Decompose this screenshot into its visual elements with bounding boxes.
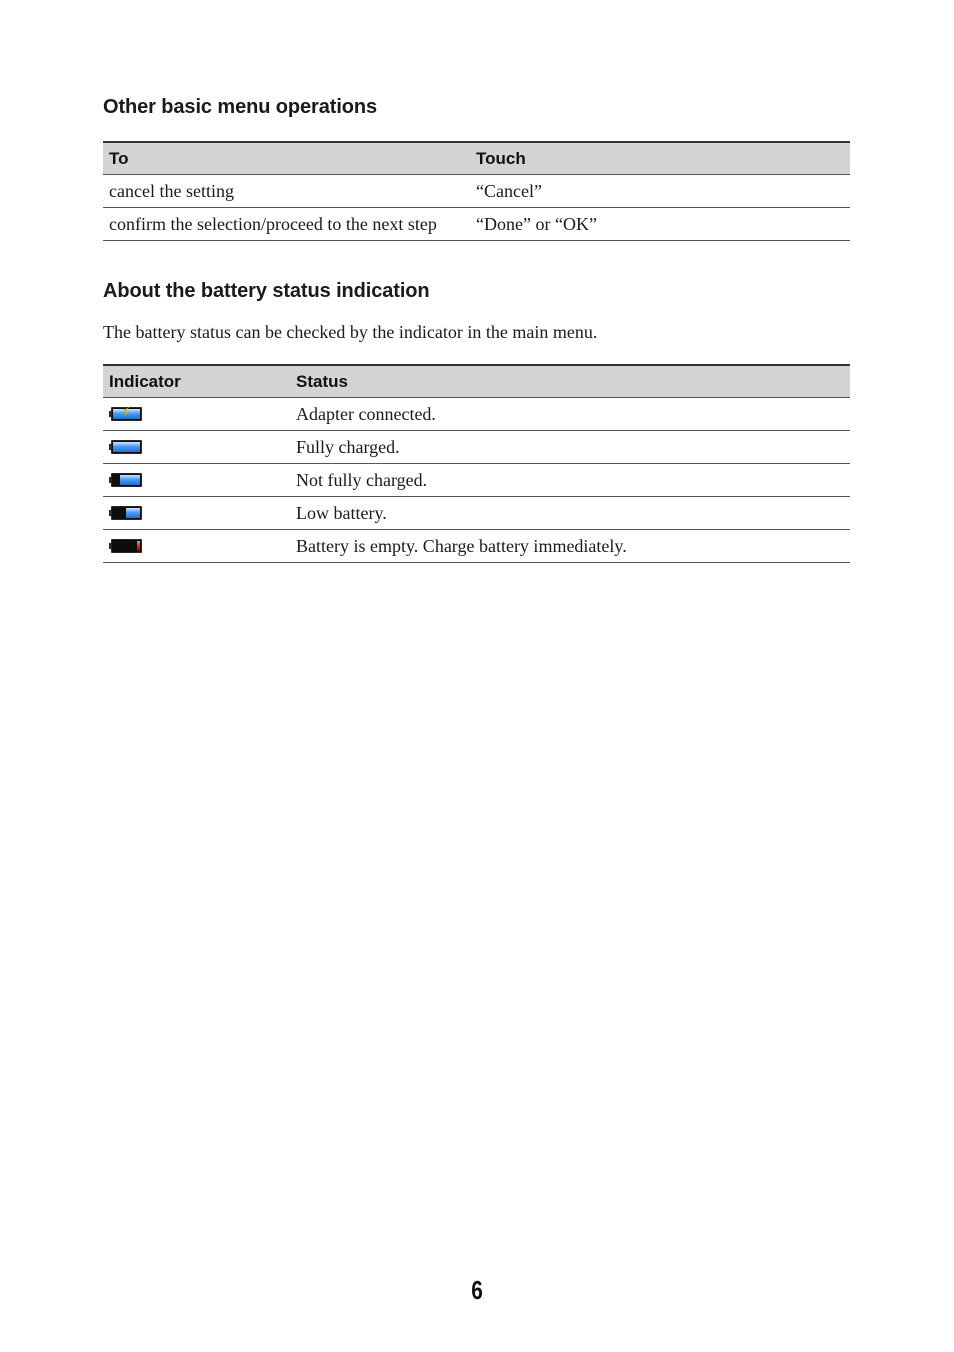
table-row	[103, 464, 850, 497]
table-row	[103, 208, 850, 241]
table-row	[103, 530, 850, 563]
battery-partial-icon	[109, 473, 142, 487]
cell-status: Low battery.	[290, 497, 850, 530]
column-header-indicator: Indicator	[103, 365, 290, 398]
cell-status: Battery is empty. Charge battery immediately.	[290, 530, 850, 563]
battery-low-icon	[109, 506, 142, 520]
battery-charging-icon	[109, 407, 142, 421]
page-number: 6	[471, 1275, 483, 1305]
cell-touch: “Done” or “OK”	[470, 208, 850, 241]
cell-to: cancel the setting	[103, 175, 470, 208]
battery-empty-icon	[109, 539, 142, 553]
cell-indicator	[103, 398, 290, 431]
table-header-row	[103, 365, 850, 398]
table-row	[103, 431, 850, 464]
cell-indicator	[103, 497, 290, 530]
cell-indicator	[103, 431, 290, 464]
cell-indicator	[103, 530, 290, 563]
cell-indicator	[103, 464, 290, 497]
battery-full-icon	[109, 440, 142, 454]
table-row	[103, 398, 850, 431]
battery-status-table	[103, 364, 850, 563]
section-title-battery-status: About the battery status indication	[103, 280, 430, 302]
table-row	[103, 175, 850, 208]
cell-status: Adapter connected.	[290, 398, 850, 431]
cell-status: Fully charged.	[290, 431, 850, 464]
section-title-menu-operations: Other basic menu operations	[103, 96, 378, 118]
battery-intro-text: The battery status can be checked by the indicator in the main menu.	[103, 322, 598, 342]
table-header-row	[103, 142, 850, 175]
column-header-status: Status	[290, 365, 850, 398]
table-row	[103, 497, 850, 530]
lightning-bolt-icon: ⚡	[121, 405, 131, 422]
cell-to: confirm the selection/proceed to the next step	[103, 208, 470, 241]
column-header-touch: Touch	[470, 142, 850, 175]
column-header-to: To	[103, 142, 470, 175]
menu-operations-table	[103, 141, 850, 241]
cell-status: Not fully charged.	[290, 464, 850, 497]
cell-touch: “Cancel”	[470, 175, 850, 208]
